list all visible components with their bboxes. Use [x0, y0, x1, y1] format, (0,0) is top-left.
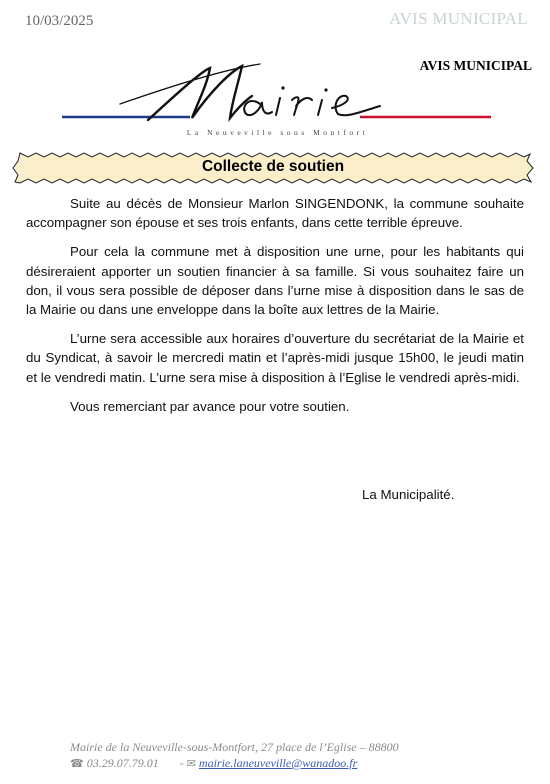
notice-body	[26, 194, 524, 426]
footer-email-link[interactable]: mairie.laneuveville@wanadoo.fr	[198, 756, 358, 770]
footer-separator: -	[179, 756, 184, 770]
body-paragraph-3: L’urne sera accessible aux horaires d’ouverture du secrétariat de la Mairie et du Syndicat, à savoir le mercredi matin et l’après-midi jusque 15h00, le jeudi matin et le vendredi matin. L’urne sera mise à disposition à l’Eglise le vendredi après-midi.	[26, 331, 524, 385]
mail-icon: ✉	[186, 758, 196, 770]
phone-icon: ☎	[70, 758, 84, 770]
signature: La Municipalité.	[362, 487, 455, 502]
body-paragraph-2: Pour cela la commune met à disposition une urne, pour les habitants qui désireraient apporter un soutien financier à sa famille. Si vous souhaitez faire un don, il vous sera possible de déposer dans l’urne mise à disposition dans le sas de la Mairie ou dans une enveloppe dans la boîte aux lettres de la Mairie.	[26, 244, 524, 318]
body-paragraph-4: Vous remerciant par avance pour votre soutien.	[70, 398, 350, 414]
footer	[70, 739, 399, 772]
body-paragraph-1: Suite au décès de Monsieur Marlon SINGENDONK, la commune souhaite accompagner son épouse et ses trois enfants, dans cette terrible épreuve.	[26, 196, 524, 231]
logo-subtitle: La Neuveville sous Montfort	[186, 128, 369, 137]
footer-phone: 03.29.07.79.01	[86, 756, 159, 770]
title-banner	[12, 152, 534, 184]
notice-title: Collecte de soutien	[201, 158, 345, 175]
footer-contact	[70, 755, 399, 772]
mairie-script-logo	[60, 60, 495, 130]
footer-address: Mairie de la Neuveville-sous-Montfort, 27 place de l’Eglise – 88800	[70, 740, 399, 754]
document-date: 10/03/2025	[25, 13, 94, 29]
mairie-logo	[60, 60, 495, 142]
header-watermark: AVIS MUNICIPAL	[389, 9, 528, 28]
notice-label: AVIS MUNICIPAL	[419, 58, 532, 73]
